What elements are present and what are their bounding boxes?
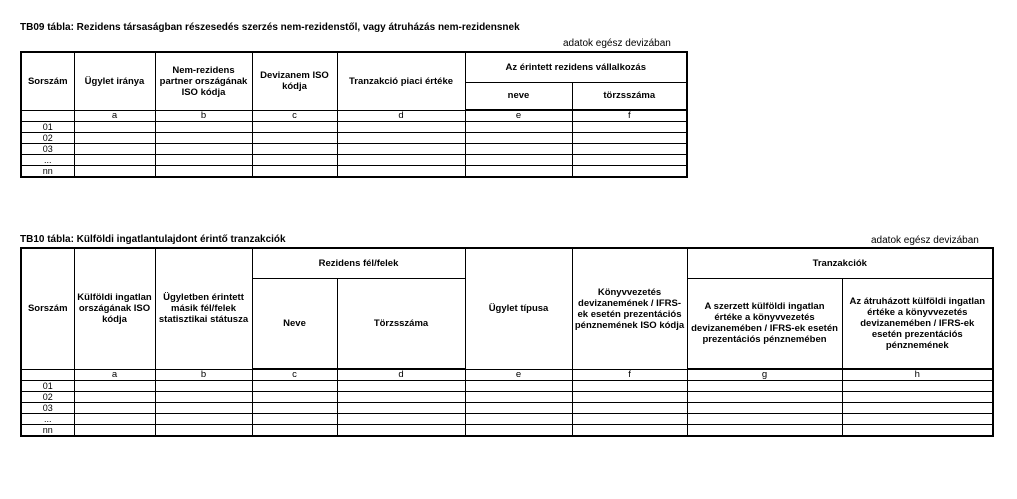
tb09-cell[interactable] [155, 122, 252, 133]
tb09-row [21, 155, 687, 166]
tb10-cell[interactable] [337, 381, 465, 392]
tb09-cell[interactable] [572, 133, 687, 144]
tb10-table [20, 247, 994, 437]
tb10-cell[interactable] [74, 392, 155, 403]
tb10-cell[interactable] [74, 425, 155, 437]
tb10-letter-h: h [842, 369, 993, 381]
tb10-header-konyvvezetes: Könyvvezetés devizanemének / IFRS-ek esetén prezentációs pénznemének ISO kódja [572, 248, 687, 369]
tb10-letter-blank [21, 369, 74, 381]
tb09-cell[interactable] [252, 133, 337, 144]
tb10-row [21, 381, 993, 392]
tb10-header-ingatlan-orszag: Külföldi ingatlan országának ISO kódja [74, 248, 155, 369]
tb10-cell[interactable] [74, 414, 155, 425]
tb09-unit-note: adatok egész devizában [563, 38, 671, 49]
tb09-letter-d: d [337, 110, 465, 122]
tb10-row-number: 01 [21, 381, 74, 392]
tb09-row [21, 122, 687, 133]
tb10-row [21, 392, 993, 403]
tb09-row-number: 02 [21, 133, 74, 144]
tb09-header-devizanem: Devizanem ISO kódja [252, 52, 337, 110]
tb09-cell[interactable] [572, 166, 687, 178]
tb09-cell[interactable] [74, 166, 155, 178]
tb10-cell[interactable] [842, 414, 993, 425]
tb10-header-ugylet-tipusa: Ügylet típusa [465, 248, 572, 369]
tb10-row [21, 425, 993, 437]
tb09-header-sorszam: Sorszám [21, 52, 74, 110]
tb10-cell[interactable] [465, 403, 572, 414]
tb09-letter-f: f [572, 110, 687, 122]
tb09-row-number: 03 [21, 144, 74, 155]
tb09-cell[interactable] [155, 155, 252, 166]
tb10-cell[interactable] [687, 381, 842, 392]
tb10-header-szerzett: A szerzett külföldi ingatlan értéke a könyvvezetés devizanemében / IFRS-ek esetén prezentációs pénznemében [687, 278, 842, 369]
tb10-letter-f: f [572, 369, 687, 381]
tb09-cell[interactable] [465, 144, 572, 155]
tb10-cell[interactable] [337, 414, 465, 425]
tb09-header-torzsszama: törzsszáma [572, 82, 687, 110]
tb10-cell[interactable] [252, 403, 337, 414]
tb09-cell[interactable] [337, 166, 465, 178]
tb10-letter-c: c [252, 369, 337, 381]
tb10-cell[interactable] [842, 403, 993, 414]
tb09-header-neve: neve [465, 82, 572, 110]
tb09-cell[interactable] [74, 155, 155, 166]
tb09-cell[interactable] [337, 144, 465, 155]
tb10-cell[interactable] [155, 403, 252, 414]
tb10-row-number: 03 [21, 403, 74, 414]
tb10-title: TB10 tábla: Külföldi ingatlantulajdont érintő tranzakciók [20, 234, 286, 245]
tb10-cell[interactable] [687, 403, 842, 414]
tb10-cell[interactable] [155, 414, 252, 425]
tb09-cell[interactable] [572, 155, 687, 166]
tb10-header-tranzakciok-group: Tranzakciók [687, 248, 993, 278]
tb09-cell[interactable] [155, 144, 252, 155]
tb09-cell[interactable] [74, 122, 155, 133]
tb09-cell[interactable] [155, 133, 252, 144]
tb10-cell[interactable] [337, 403, 465, 414]
tb09-cell[interactable] [155, 166, 252, 178]
tb10-header-neve: Neve [252, 278, 337, 369]
tb09-cell[interactable] [465, 122, 572, 133]
tb10-cell[interactable] [252, 381, 337, 392]
tb09-cell[interactable] [74, 144, 155, 155]
tb10-letter-b: b [155, 369, 252, 381]
tb10-cell[interactable] [74, 381, 155, 392]
tb10-row [21, 403, 993, 414]
tb09-cell[interactable] [74, 133, 155, 144]
tb09-cell[interactable] [252, 155, 337, 166]
tb10-cell[interactable] [842, 425, 993, 437]
tb09-title: TB09 tábla: Rezidens társaságban részesedés szerzés nem-rezidenstől, vagy átruházás nem-rezidensnek [20, 22, 520, 33]
tb10-cell[interactable] [337, 392, 465, 403]
tb09-row [21, 144, 687, 155]
tb10-letter-g: g [687, 369, 842, 381]
tb09-letter-e: e [465, 110, 572, 122]
tb10-cell[interactable] [687, 392, 842, 403]
tb10-cell[interactable] [572, 381, 687, 392]
tb10-cell[interactable] [572, 414, 687, 425]
tb10-cell[interactable] [252, 425, 337, 437]
tb10-cell[interactable] [687, 425, 842, 437]
tb10-cell[interactable] [465, 392, 572, 403]
tb09-header-tranzakcio-ertek: Tranzakció piaci értéke [337, 52, 465, 110]
tb09-row [21, 133, 687, 144]
tb10-cell[interactable] [252, 392, 337, 403]
tb09-table [20, 51, 688, 178]
tb09-row-number: 01 [21, 122, 74, 133]
tb10-cell[interactable] [465, 425, 572, 437]
tb09-cell[interactable] [252, 144, 337, 155]
tb09-cell[interactable] [337, 133, 465, 144]
tb10-cell[interactable] [337, 425, 465, 437]
tb10-header-rezidens-group: Rezidens fél/felek [252, 248, 465, 278]
tb09-cell[interactable] [252, 122, 337, 133]
tb10-letter-d: d [337, 369, 465, 381]
tb10-cell[interactable] [687, 414, 842, 425]
tb09-letter-a: a [74, 110, 155, 122]
tb10-cell[interactable] [465, 414, 572, 425]
tb09-cell[interactable] [465, 133, 572, 144]
tb10-cell[interactable] [572, 425, 687, 437]
tb10-cell[interactable] [572, 392, 687, 403]
tb10-row-number: ... [21, 414, 74, 425]
tb09-row-number: nn [21, 166, 74, 178]
tb10-cell[interactable] [155, 381, 252, 392]
tb09-cell[interactable] [572, 144, 687, 155]
tb09-letter-b: b [155, 110, 252, 122]
tb10-unit-note: adatok egész devizában [871, 235, 979, 246]
tb09-cell[interactable] [337, 122, 465, 133]
tb10-cell[interactable] [572, 403, 687, 414]
tb10-cell[interactable] [465, 381, 572, 392]
tb10-row-number: 02 [21, 392, 74, 403]
tb10-cell[interactable] [842, 392, 993, 403]
tb09-row [21, 166, 687, 178]
tb10-letter-a: a [74, 369, 155, 381]
tb09-letter-blank [21, 110, 74, 122]
tb10-cell[interactable] [74, 403, 155, 414]
tb10-header-atruhazott: Az átruházott külföldi ingatlan értéke a könyvvezetés devizanemében / IFRS-ek esetén prezentációs pénznemének [842, 278, 993, 369]
tb09-cell[interactable] [252, 166, 337, 178]
tb10-header-torzsszama: Törzsszáma [337, 278, 465, 369]
tb09-cell[interactable] [465, 155, 572, 166]
tb09-header-ugylet-iranya: Ügylet iránya [74, 52, 155, 110]
tb09-cell[interactable] [465, 166, 572, 178]
tb09-cell[interactable] [572, 122, 687, 133]
tb10-cell[interactable] [252, 414, 337, 425]
tb09-cell[interactable] [337, 155, 465, 166]
tb10-letter-e: e [465, 369, 572, 381]
tb09-header-partner-orszag: Nem-rezidens partner országának ISO kódja [155, 52, 252, 110]
tb10-cell[interactable] [155, 392, 252, 403]
tb09-row-number: ... [21, 155, 74, 166]
tb10-header-masik-fel: Ügyletben érintett másik fél/felek statisztikai státusza [155, 248, 252, 369]
tb10-cell[interactable] [842, 381, 993, 392]
tb09-header-erintett-group: Az érintett rezidens vállalkozás [465, 52, 687, 82]
tb10-header-sorszam: Sorszám [21, 248, 74, 369]
tb10-row [21, 414, 993, 425]
tb10-cell[interactable] [155, 425, 252, 437]
tb09-letter-c: c [252, 110, 337, 122]
tb10-row-number: nn [21, 425, 74, 437]
